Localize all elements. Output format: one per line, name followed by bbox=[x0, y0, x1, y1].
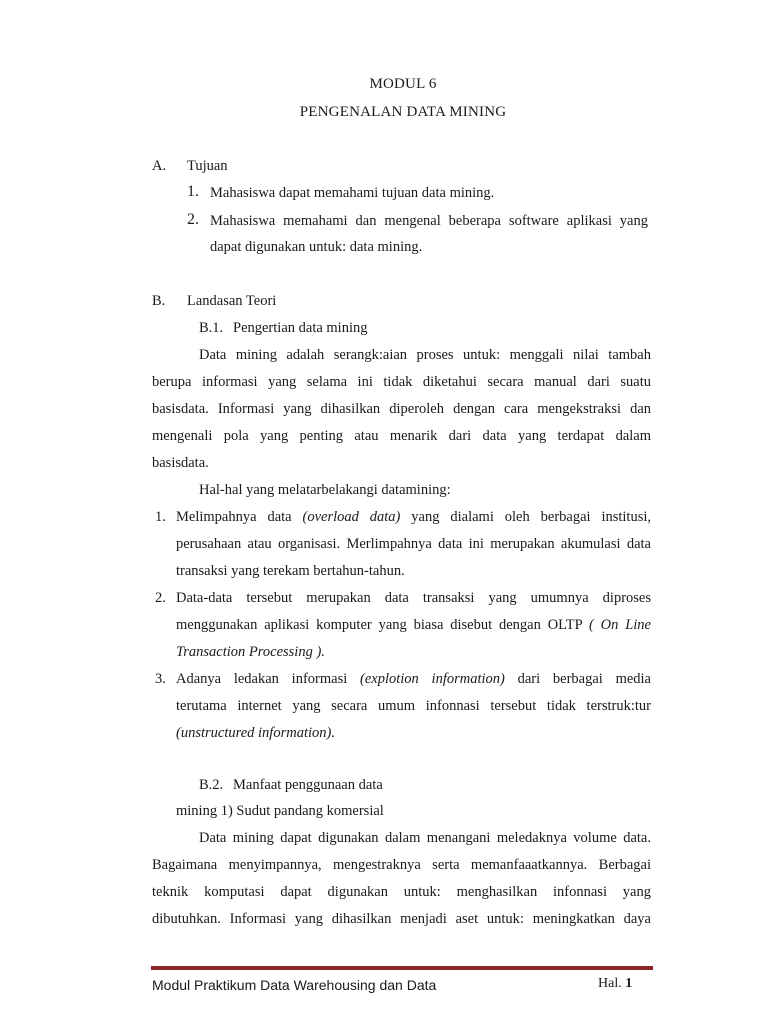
objective-2-line-2: dapat digunakan untuk: data mining. bbox=[210, 239, 423, 255]
footer-page-label: Hal. bbox=[598, 976, 622, 991]
list-2-line-1: Data-data tersebut merupakan data transaksi yang umumnya diproses bbox=[176, 590, 651, 606]
list-1-number: 1. bbox=[155, 509, 166, 525]
b1-paragraph-line-4: mengenali pola yang penting atau menarik dari data yang terdapat dalam bbox=[152, 428, 651, 444]
b1-list-intro: Hal-hal yang melatarbelakangi datamining: bbox=[199, 482, 451, 498]
footer-page-number bbox=[598, 976, 632, 992]
b2-paragraph-line-3: teknik komputasi dapat digunakan untuk: menghasilkan infonnasi yang bbox=[152, 884, 651, 900]
b1-paragraph-line-2: berupa informasi yang selama ini tidak diketahui secara manual dari suatu bbox=[152, 374, 651, 390]
section-a-letter: A. bbox=[152, 158, 167, 174]
section-b-heading: Landasan Teori bbox=[187, 293, 277, 309]
footer-divider bbox=[151, 966, 653, 970]
subsection-b2-number: B.2. bbox=[199, 777, 224, 793]
list-1-line-1: Melimpahnya data (overload data) yang dialami oleh berbagai institusi, bbox=[176, 509, 652, 525]
b1-paragraph-line-1: Data mining adalah serangk:aian proses untuk: menggali nilai tambah bbox=[199, 347, 651, 363]
section-b-letter: B. bbox=[152, 293, 166, 309]
footer-module-name: Modul Praktikum Data Warehousing dan Data bbox=[152, 977, 437, 993]
subsection-b1-number: B.1. bbox=[199, 320, 224, 336]
list-3-line-2: terutama internet yang secara umum infonnasi tersebut tidak terstruk:tur bbox=[176, 698, 651, 714]
objective-2-number: 2. bbox=[187, 211, 199, 228]
list-1-line-3: transaksi yang terekam bertahun-tahun. bbox=[176, 563, 405, 579]
list-3-line-1: Adanya ledakan informasi (explotion information) dari berbagai media bbox=[176, 671, 651, 687]
subsection-b2-heading: Manfaat penggunaan data bbox=[233, 777, 383, 793]
section-a-heading: Tujuan bbox=[187, 158, 228, 174]
subsection-b1-heading: Pengertian data mining bbox=[233, 320, 368, 336]
b2-paragraph-line-4: dibutuhkan. Informasi yang dihasilkan menjadi aset untuk: meningkatkan daya bbox=[152, 911, 651, 927]
list-2-line-2: menggunakan aplikasi komputer yang biasa disebut dengan OLTP ( On Line bbox=[176, 617, 651, 633]
footer-page-value: 1 bbox=[625, 976, 633, 991]
module-number: MODUL 6 bbox=[369, 76, 437, 92]
list-1-line-2: perusahaan atau organisasi. Merlimpahnya data ini merupakan akumulasi data bbox=[176, 536, 651, 552]
b2-paragraph-line-1: Data mining dapat digunakan dalam menangani meledaknya volume data. bbox=[199, 830, 651, 846]
b2-paragraph-line-2: Bagaimana menyimpannya, mengestraknya serta memanfaaatkannya. Berbagai bbox=[152, 857, 651, 873]
objective-1-text: Mahasiswa dapat memahami tujuan data mining. bbox=[210, 185, 495, 201]
objective-2-line-1: Mahasiswa memahami dan mengenal beberapa software aplikasi yang bbox=[210, 213, 648, 229]
list-3-line-3: (unstructured information). bbox=[176, 725, 335, 741]
list-3-number: 3. bbox=[155, 671, 166, 687]
objective-1-number: 1. bbox=[187, 183, 199, 200]
list-2-line-3: Transaction Processing ). bbox=[176, 644, 325, 660]
b1-paragraph-line-3: basisdata. Informasi yang dihasilkan diperoleh dengan cara mengekstraksi dan bbox=[152, 401, 651, 417]
page-title: PENGENALAN DATA MINING bbox=[299, 104, 507, 120]
subsection-b2-heading-continued: mining 1) Sudut pandang komersial bbox=[176, 803, 384, 819]
list-2-number: 2. bbox=[155, 590, 166, 606]
b1-paragraph-line-5: basisdata. bbox=[152, 455, 209, 471]
